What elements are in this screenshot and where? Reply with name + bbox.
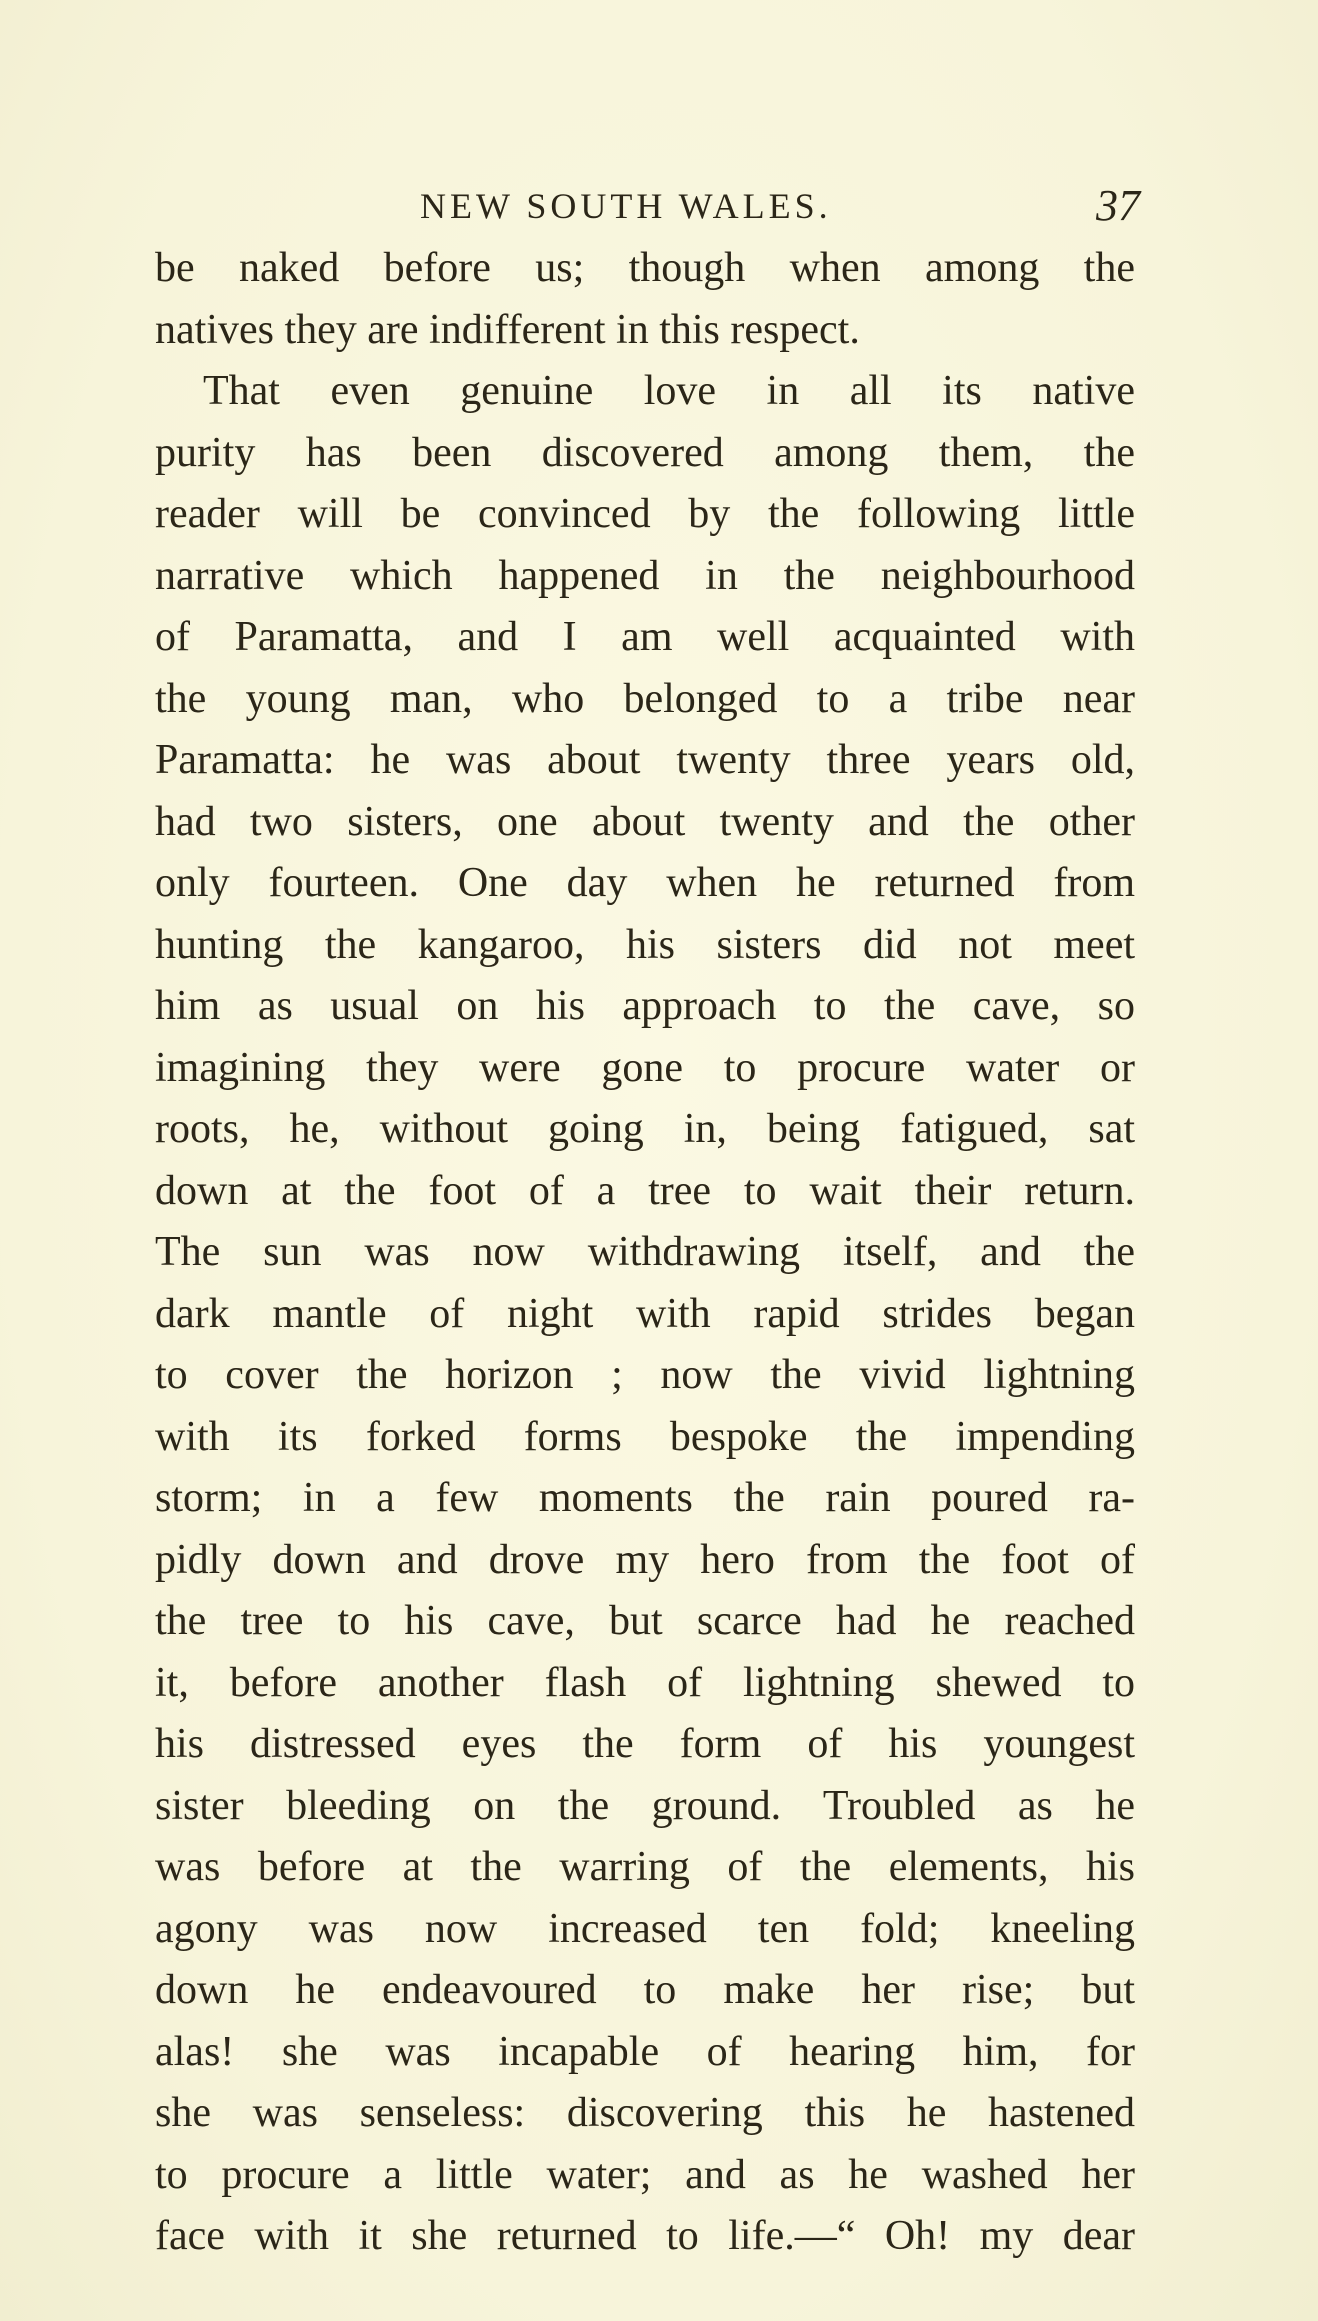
text-line: to procure a little water; and as he washed her <box>155 2151 1135 2198</box>
text-line: down at the foot of a tree to wait their return. <box>155 1167 1135 1214</box>
text-line: only fourteen. One day when he returned from <box>155 860 1135 906</box>
text-line: of Paramatta, and I am well acquainted with <box>155 614 1135 660</box>
text-line: be naked before us; though when among the <box>155 245 1135 291</box>
text-line: had two sisters, one about twenty and the other <box>155 798 1135 845</box>
text-line: imagining they were gone to procure water or <box>155 1044 1135 1091</box>
text-line: to cover the horizon ; now the vivid lightning <box>155 1352 1135 1398</box>
text-line: That even genuine love in all its native <box>203 368 1135 414</box>
text-line: was before at the warring of the elements, his <box>155 1844 1135 1890</box>
text-line: with its forked forms bespoke the impending <box>155 1413 1135 1460</box>
text-line: the tree to his cave, but scarce had he reached <box>155 1598 1135 1644</box>
text-line: Paramatta: he was about twenty three years old, <box>155 737 1135 783</box>
text-line: down he endeavoured to make her rise; but <box>155 1967 1135 2013</box>
text-line: sister bleeding on the ground. Troubled as he <box>155 1782 1135 1829</box>
text-line: the young man, who belonged to a tribe near <box>155 675 1135 722</box>
text-line: she was senseless: discovering this he hastened <box>155 2090 1135 2136</box>
text-line: pidly down and drove my hero from the foot of <box>155 1536 1135 1583</box>
body-text <box>155 238 1135 2268</box>
text-line: storm; in a few moments the rain poured ra- <box>155 1475 1135 1521</box>
text-line: face with it she returned to life.—“ Oh! my dear <box>155 2213 1135 2259</box>
text-line: narrative which happened in the neighbourhood <box>155 552 1135 599</box>
text-line: agony was now increased ten fold; kneeling <box>155 1905 1135 1952</box>
running-title: NEW SOUTH WALES. <box>420 186 832 226</box>
text-line: natives they are indifferent in this respect. <box>155 306 860 353</box>
text-line: hunting the kangaroo, his sisters did not meet <box>155 921 1135 968</box>
text-line: dark mantle of night with rapid strides began <box>155 1290 1135 1337</box>
text-line: it, before another flash of lightning shewed to <box>155 1659 1135 1706</box>
text-line: The sun was now withdrawing itself, and the <box>155 1229 1135 1275</box>
text-line: roots, he, without going in, being fatigued, sat <box>155 1106 1135 1152</box>
text-line: him as usual on his approach to the cave, so <box>155 983 1135 1029</box>
text-line: reader will be convinced by the following little <box>155 491 1135 537</box>
text-line: his distressed eyes the form of his youngest <box>155 1721 1135 1767</box>
text-line: purity has been discovered among them, the <box>155 429 1135 476</box>
page-number: 37 <box>1096 181 1140 230</box>
running-head <box>150 176 1140 236</box>
text-line: alas! she was incapable of hearing him, for <box>155 2028 1135 2075</box>
